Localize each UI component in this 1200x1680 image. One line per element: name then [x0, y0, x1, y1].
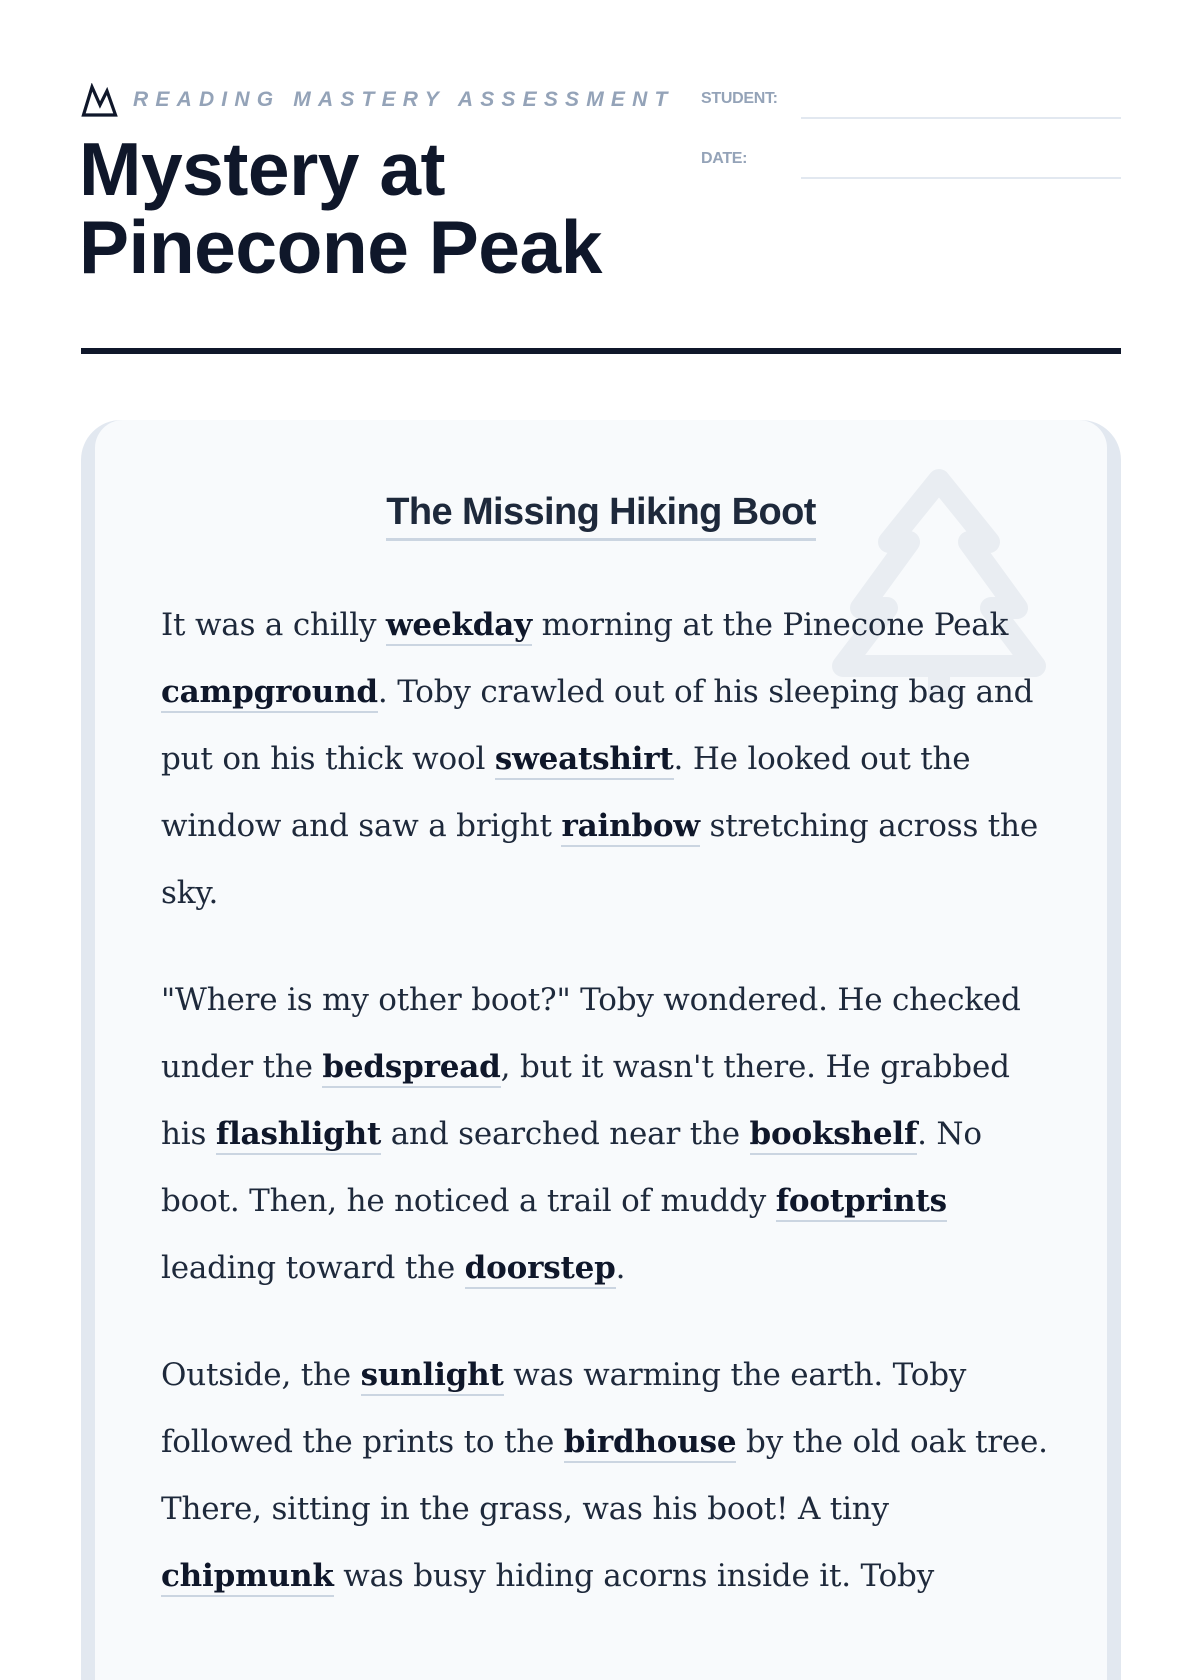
- vocab-word: flashlight: [216, 1116, 381, 1155]
- story-text: . Toby crawled out of his sleeping bag and put on his thick wool: [161, 674, 1034, 777]
- story-text: .: [615, 1250, 626, 1286]
- vocab-word: campground: [161, 674, 378, 713]
- story-text: and searched near the: [381, 1116, 750, 1152]
- header-divider: [81, 348, 1121, 354]
- worksheet-header: [81, 80, 1121, 310]
- story-text: leading toward the: [161, 1250, 465, 1286]
- story-text: was busy hiding acorns inside it. Toby: [333, 1558, 935, 1594]
- date-label: DATE:: [701, 150, 748, 167]
- vocab-word: rainbow: [561, 808, 699, 847]
- story-text: stretching across the sky.: [161, 808, 1038, 911]
- story-text: by the old oak tree. There, sitting in the grass, was his boot! A tiny: [161, 1424, 1048, 1527]
- date-field: [701, 150, 1121, 210]
- page-title: Mystery at Pinecone Peak: [79, 127, 602, 289]
- student-meta: [701, 90, 1121, 210]
- vocab-word: bookshelf: [750, 1116, 918, 1155]
- story-card: [81, 420, 1121, 1680]
- story-body: [161, 592, 1061, 1650]
- vocab-word: doorstep: [465, 1250, 616, 1289]
- story-title-text: The Missing Hiking Boot: [386, 490, 816, 541]
- brand-row: [81, 82, 675, 118]
- assessment-kicker: READING MASTERY ASSESSMENT: [133, 88, 675, 111]
- date-line[interactable]: [801, 177, 1121, 179]
- mountain-icon: [81, 83, 118, 117]
- story-text: . He looked out the window and saw a bright: [161, 741, 971, 844]
- vocab-word: weekday: [386, 607, 532, 646]
- story-text: was warming the earth. Toby followed the prints to the: [161, 1357, 967, 1460]
- vocab-word: chipmunk: [161, 1558, 334, 1597]
- vocab-word: bedspread: [322, 1049, 500, 1088]
- story-text: It was a chilly: [161, 607, 386, 643]
- student-line[interactable]: [801, 117, 1121, 119]
- vocab-word: sunlight: [361, 1357, 504, 1396]
- vocab-word: birdhouse: [564, 1424, 737, 1463]
- story-card-inner: [95, 420, 1107, 1680]
- vocab-word: sweatshirt: [495, 741, 674, 780]
- student-label: STUDENT:: [701, 90, 778, 107]
- student-field: [701, 90, 1121, 150]
- story-text: , but it wasn't there. He grabbed his: [161, 1049, 1010, 1152]
- story-text: . No boot. Then, he noticed a trail of muddy: [161, 1116, 982, 1219]
- story-paragraph: [161, 1342, 1061, 1610]
- vocab-word: footprints: [776, 1183, 947, 1222]
- story-paragraph: [161, 967, 1061, 1302]
- worksheet-page: [81, 0, 1121, 1600]
- story-text: "Where is my other boot?" Toby wondered. He checked under the: [161, 982, 1021, 1085]
- story-text: Outside, the: [161, 1357, 361, 1393]
- story-title: [95, 490, 1107, 541]
- story-text: morning at the Pinecone Peak: [531, 607, 1009, 643]
- story-paragraph: [161, 592, 1061, 927]
